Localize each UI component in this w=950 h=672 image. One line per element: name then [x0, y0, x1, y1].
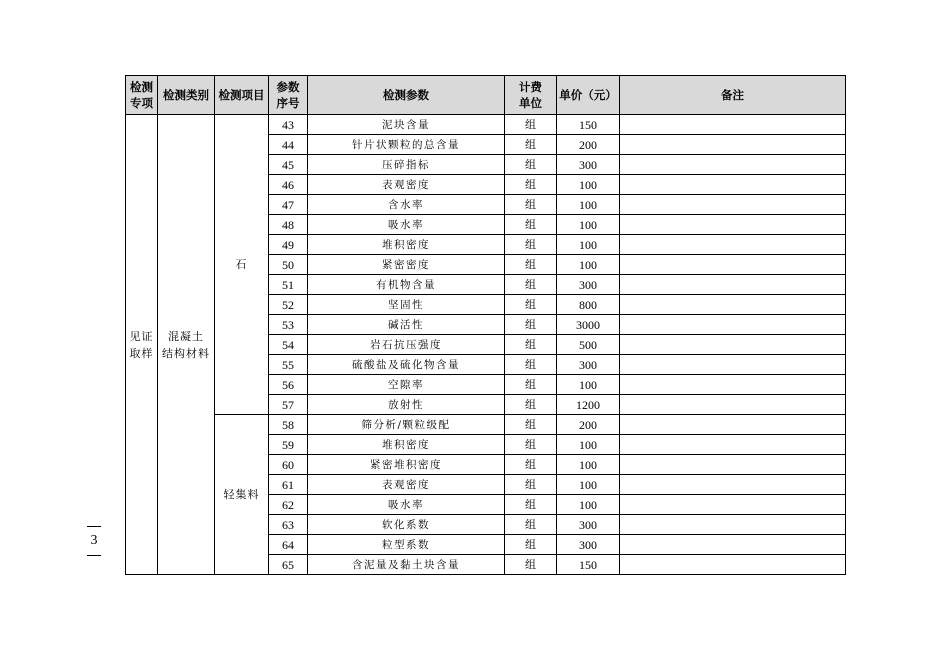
cell-unit: 组 [505, 235, 557, 255]
cell-remark [620, 195, 846, 215]
cell-seq: 64 [269, 535, 308, 555]
cell-price: 100 [557, 435, 620, 455]
cell-remark [620, 115, 846, 135]
table-body [126, 115, 846, 575]
cell-unit: 组 [505, 195, 557, 215]
cell-unit: 组 [505, 475, 557, 495]
cell-param: 碱活性 [308, 315, 505, 335]
header-unit: 计费 单位 [505, 76, 557, 115]
cell-remark [620, 315, 846, 335]
cell-seq: 60 [269, 455, 308, 475]
cell-seq: 44 [269, 135, 308, 155]
cell-seq: 43 [269, 115, 308, 135]
cell-param: 硫酸盐及硫化物含量 [308, 355, 505, 375]
cell-price: 100 [557, 375, 620, 395]
cell-unit: 组 [505, 555, 557, 575]
page-number-text: 3 [90, 533, 98, 548]
cell-seq: 65 [269, 555, 308, 575]
cell-unit: 组 [505, 335, 557, 355]
cell-remark [620, 555, 846, 575]
cell-remark [620, 515, 846, 535]
cell-param: 堆积密度 [308, 435, 505, 455]
cell-remark [620, 495, 846, 515]
cell-param: 表观密度 [308, 475, 505, 495]
cell-seq: 46 [269, 175, 308, 195]
cell-seq: 49 [269, 235, 308, 255]
cell-unit: 组 [505, 395, 557, 415]
cell-price: 100 [557, 215, 620, 235]
cell-price: 100 [557, 195, 620, 215]
cell-price: 3000 [557, 315, 620, 335]
cell-param: 紧密堆积密度 [308, 455, 505, 475]
fee-table [125, 75, 846, 575]
cell-remark [620, 215, 846, 235]
cell-param: 放射性 [308, 395, 505, 415]
cell-price: 150 [557, 115, 620, 135]
cell-unit: 组 [505, 415, 557, 435]
cell-price: 800 [557, 295, 620, 315]
cell-seq: 50 [269, 255, 308, 275]
cell-price: 1200 [557, 395, 620, 415]
cell-seq: 48 [269, 215, 308, 235]
page-number-dash-bottom [87, 555, 101, 556]
header-remark: 备注 [620, 76, 846, 115]
cell-param: 粒型系数 [308, 535, 505, 555]
cell-remark [620, 335, 846, 355]
cell-param: 含泥量及黏土块含量 [308, 555, 505, 575]
cell-unit: 组 [505, 375, 557, 395]
cell-seq: 57 [269, 395, 308, 415]
cell-unit: 组 [505, 255, 557, 275]
cell-seq: 55 [269, 355, 308, 375]
cell-seq: 51 [269, 275, 308, 295]
cell-unit: 组 [505, 515, 557, 535]
cell-price: 500 [557, 335, 620, 355]
cell-seq: 52 [269, 295, 308, 315]
cell-price: 100 [557, 175, 620, 195]
header-param: 检测参数 [308, 76, 505, 115]
cell-remark [620, 395, 846, 415]
cell-price: 100 [557, 255, 620, 275]
cell-seq: 54 [269, 335, 308, 355]
cell-remark [620, 375, 846, 395]
header-category: 检测类别 [158, 76, 215, 115]
table-row [126, 115, 846, 135]
header-seq: 参数 序号 [269, 76, 308, 115]
header-specialty: 检测 专项 [126, 76, 158, 115]
cell-param: 筛分析/颗粒级配 [308, 415, 505, 435]
cell-param: 坚固性 [308, 295, 505, 315]
cell-remark [620, 155, 846, 175]
cell-param: 压碎指标 [308, 155, 505, 175]
cell-seq: 47 [269, 195, 308, 215]
cell-unit: 组 [505, 295, 557, 315]
cell-price: 100 [557, 235, 620, 255]
cell-unit: 组 [505, 435, 557, 455]
cell-unit: 组 [505, 535, 557, 555]
cell-seq: 45 [269, 155, 308, 175]
cell-param: 软化系数 [308, 515, 505, 535]
page-number-dash-top [87, 526, 101, 527]
cell-unit: 组 [505, 315, 557, 335]
header-price: 单价（元） [557, 76, 620, 115]
cell-price: 150 [557, 555, 620, 575]
cell-price: 200 [557, 415, 620, 435]
cell-price: 300 [557, 275, 620, 295]
cell-seq: 58 [269, 415, 308, 435]
table-row [126, 415, 846, 435]
cell-param: 空隙率 [308, 375, 505, 395]
cell-item: 轻集料 [215, 415, 269, 575]
cell-remark [620, 535, 846, 555]
cell-param: 吸水率 [308, 495, 505, 515]
cell-unit: 组 [505, 495, 557, 515]
cell-price: 100 [557, 475, 620, 495]
page-number [84, 522, 104, 560]
cell-remark [620, 295, 846, 315]
cell-unit: 组 [505, 135, 557, 155]
cell-price: 300 [557, 155, 620, 175]
cell-item: 石 [215, 115, 269, 415]
cell-unit: 组 [505, 455, 557, 475]
cell-price: 300 [557, 515, 620, 535]
cell-price: 300 [557, 355, 620, 375]
cell-param: 岩石抗压强度 [308, 335, 505, 355]
cell-remark [620, 235, 846, 255]
cell-param: 含水率 [308, 195, 505, 215]
cell-remark [620, 255, 846, 275]
cell-price: 100 [557, 495, 620, 515]
header-item: 检测项目 [215, 76, 269, 115]
table-header-row [126, 76, 846, 115]
cell-category: 混凝土 结构材料 [158, 115, 215, 575]
cell-price: 200 [557, 135, 620, 155]
cell-param: 有机物含量 [308, 275, 505, 295]
cell-remark [620, 135, 846, 155]
cell-unit: 组 [505, 275, 557, 295]
cell-param: 泥块含量 [308, 115, 505, 135]
cell-specialty: 见证 取样 [126, 115, 158, 575]
cell-unit: 组 [505, 115, 557, 135]
cell-unit: 组 [505, 155, 557, 175]
cell-remark [620, 435, 846, 455]
cell-param: 堆积密度 [308, 235, 505, 255]
cell-price: 300 [557, 535, 620, 555]
cell-param: 吸水率 [308, 215, 505, 235]
cell-unit: 组 [505, 215, 557, 235]
cell-param: 表观密度 [308, 175, 505, 195]
cell-seq: 62 [269, 495, 308, 515]
cell-price: 100 [557, 455, 620, 475]
cell-remark [620, 475, 846, 495]
cell-seq: 63 [269, 515, 308, 535]
cell-param: 紧密密度 [308, 255, 505, 275]
cell-remark [620, 455, 846, 475]
cell-remark [620, 355, 846, 375]
cell-remark [620, 175, 846, 195]
cell-unit: 组 [505, 175, 557, 195]
cell-param: 针片状颗粒的总含量 [308, 135, 505, 155]
cell-seq: 59 [269, 435, 308, 455]
cell-remark [620, 415, 846, 435]
cell-unit: 组 [505, 355, 557, 375]
cell-seq: 61 [269, 475, 308, 495]
cell-remark [620, 275, 846, 295]
cell-seq: 53 [269, 315, 308, 335]
cell-seq: 56 [269, 375, 308, 395]
